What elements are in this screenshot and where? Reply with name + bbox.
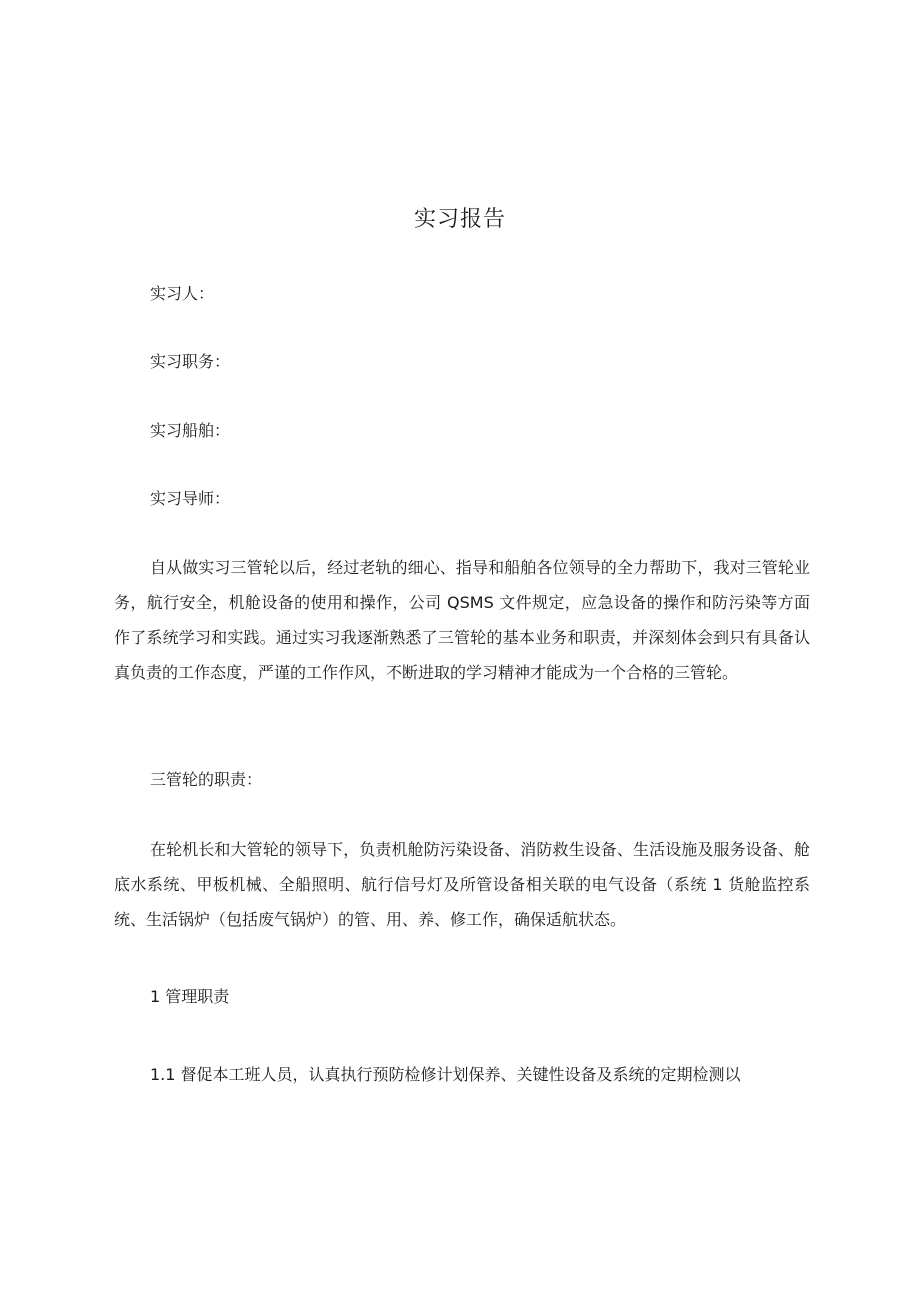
section-1-1-text: 1.1 督促本工班人员，认真执行预防检修计划保养、关键性设备及系统的定期检测以 (150, 1065, 741, 1084)
position-field: 实习职务： (150, 352, 231, 371)
duties-heading: 三管轮的职责： (150, 770, 263, 789)
intro-paragraph: 自从做实习三管轮以后，经过老轨的细心、指导和船舶各位领导的全力帮助下，我对三管轮业务，航行安全，机舱设备的使用和操作，公司 QSMS 文件规定，应急设备的操作和防污染等方面作了系统学习和实践。通过实习我逐渐熟悉了三管轮的基本业务和职责，并深刻体会到只有具备认真负责的工作态度，严谨的工作作风，不断进取的学习精神才能成为一个合格的三管轮。 (114, 558, 810, 682)
ship-field: 实习船舶： (150, 421, 231, 440)
page-title: 实习报告 (413, 207, 506, 232)
section-1-heading: 1 管理职责 (150, 987, 230, 1006)
mentor-field: 实习导师： (150, 489, 231, 508)
duties-paragraph: 在轮机长和大管轮的领导下，负责机舱防污染设备、消防救生设备、生活设施及服务设备、舱底水系统、甲板机械、全船照明、航行信号灯及所管设备相关联的电气设备（系统 1 货舱监控系统、生活锅炉（包括废气锅炉）的管、用、养、修工作，确保适航状态。 (114, 840, 810, 929)
intern-field: 实习人： (150, 284, 215, 303)
